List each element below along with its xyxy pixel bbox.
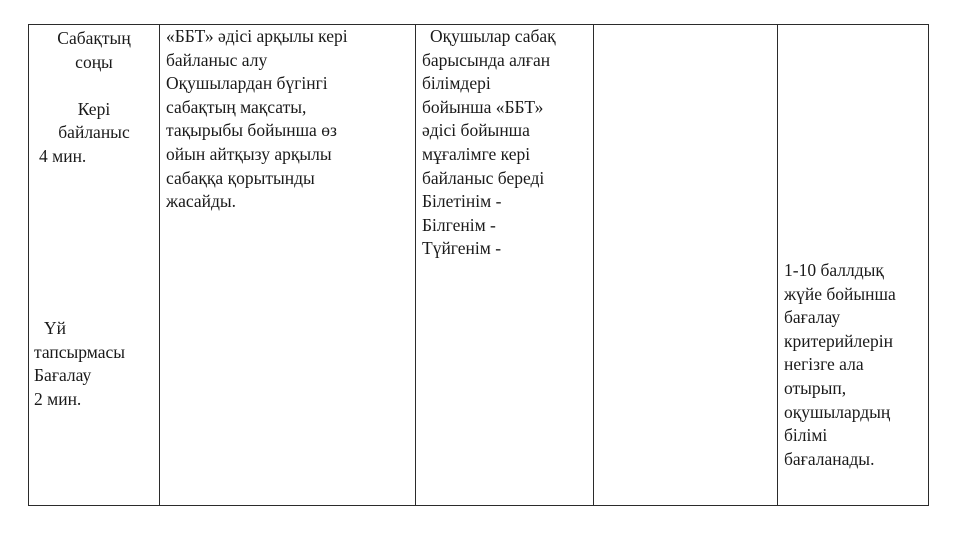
student-activity-line: мұғалімге кері — [422, 143, 531, 164]
assessment-line: негізге ала — [784, 354, 864, 375]
teacher-activity-line: ойын айтқызу арқылы — [166, 143, 332, 164]
assessment-line: бағалау — [784, 307, 841, 328]
teacher-activity-line: жасайды. — [166, 191, 237, 212]
stage-line: Сабақтың — [57, 28, 131, 48]
assessment-text — [784, 259, 924, 471]
student-activity-line: Білетінім - — [422, 191, 502, 212]
homework-line: Үй — [44, 318, 67, 338]
teacher-activity-line: Оқушылардан бүгінгі — [166, 73, 328, 94]
teacher-activity-line: сабаққа қорытынды — [166, 167, 315, 188]
student-activity-line: Білгенім - — [422, 214, 496, 235]
student-activity-text — [416, 25, 593, 261]
stage-line: байланыс — [58, 122, 130, 143]
teacher-activity-line: тақырыбы бойынша өз — [166, 120, 337, 141]
student-activity-line: Түйгенім - — [422, 238, 502, 259]
teacher-activity-line: сабақтың мақсаты, — [166, 96, 307, 117]
assessment-line: бағаланады. — [784, 448, 875, 469]
resources-empty — [594, 25, 777, 505]
assessment-cell — [778, 25, 929, 506]
assessment-line: отырып, — [784, 377, 847, 398]
student-activity-line: байланыс береді — [422, 167, 545, 188]
stage-spacer — [29, 74, 159, 98]
assessment-line: оқушылардың — [784, 401, 891, 422]
lesson-plan-table — [28, 24, 929, 506]
lesson-stage — [29, 25, 159, 169]
student-activity-cell — [416, 25, 594, 506]
student-activity-line: барысында алған — [422, 49, 551, 70]
homework-duration: 2 мин. — [34, 388, 82, 409]
teacher-activity-cell — [160, 25, 416, 506]
student-activity-line: әдісі бойынша — [422, 120, 530, 141]
teacher-activity-line: «ББТ» әдісі арқылы кері — [166, 26, 348, 46]
teacher-activity-text — [160, 25, 415, 214]
student-activity-line: білімдері — [422, 73, 491, 94]
teacher-activity-line: байланыс алу — [166, 49, 268, 70]
homework-block — [34, 317, 125, 411]
student-activity-line: бойынша «ББТ» — [422, 96, 544, 117]
assessment-line: 1-10 баллдық — [784, 260, 884, 280]
stage-line: Кері — [77, 98, 111, 119]
assessment-line: білімі — [784, 425, 828, 446]
assessment-line: жүйе бойынша — [784, 283, 896, 304]
stage-duration: 4 мин. — [39, 145, 87, 166]
student-activity-line: Оқушылар сабақ — [430, 26, 556, 46]
assessment-line: критерийлерін — [784, 330, 893, 351]
resources-cell — [594, 25, 778, 506]
table-row — [29, 25, 929, 506]
homework-line: Бағалау — [34, 365, 92, 386]
homework-line: тапсырмасы — [34, 341, 126, 362]
stage-cell — [29, 25, 160, 506]
stage-line: соңы — [75, 51, 113, 72]
